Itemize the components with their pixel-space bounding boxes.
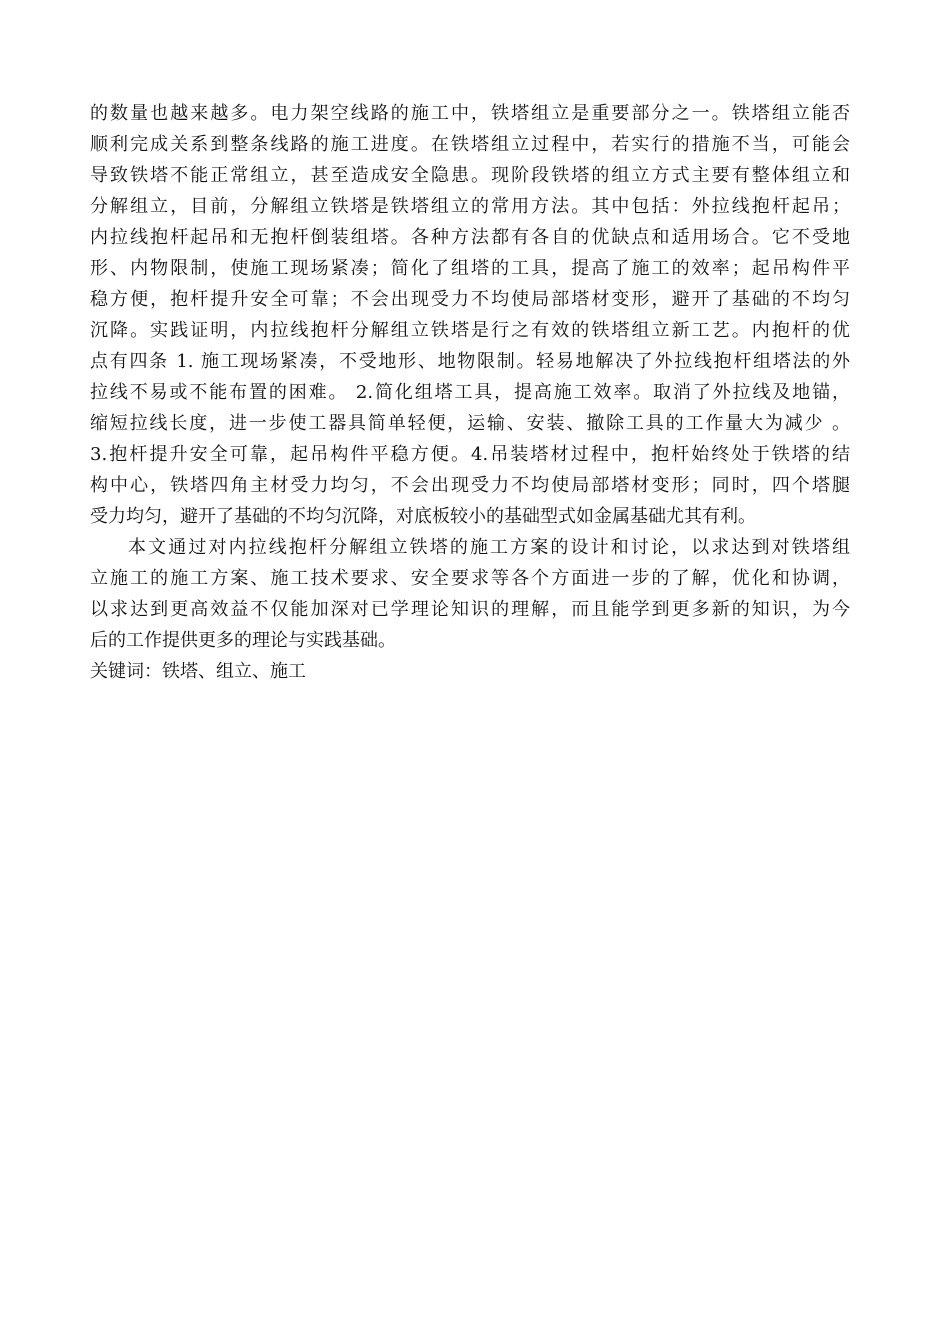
text-line: 以求达到更高效益不仅能加深对已学理论知识的理解，而且能学到更多新的知识，为今 [90,599,850,620]
text-line: 沉降。实践证明，内拉线抱杆分解组立铁塔是行之有效的铁塔组立新工艺。内抱杆的优 [90,320,850,341]
paragraph-2 [90,532,850,656]
text-line: 本文通过对内拉线抱杆分解组立铁塔的施工方案的设计和讨论，以求达到对铁塔组 [128,537,850,558]
keywords-line: 关键词：铁塔、组立、施工 [90,661,306,682]
text-line: 形、内物限制，使施工现场紧凑；简化了组塔的工具，提高了施工的效率；起吊构件平 [90,258,850,279]
text-line: 缩短拉线长度，进一步使工器具简单轻便，运输、安装、撤除工具的工作量大为减少 。 [90,413,850,434]
text-line: 构中心，铁塔四角主材受力均匀，不会出现受力不均使局部塔材变形；同时，四个塔腿 [90,475,850,496]
text-line: 导致铁塔不能正常组立，甚至造成安全隐患。现阶段铁塔的组立方式主要有整体组立和 [90,165,850,186]
body-text [90,98,850,687]
text-line: 3.抱杆提升安全可靠，起吊构件平稳方便。4.吊装塔材过程中，抱杆始终处于铁塔的结 [90,444,850,465]
text-line: 点有四条 1. 施工现场紧凑，不受地形、地物限制。轻易地解决了外拉线抱杆组塔法的外 [90,351,850,372]
text-line: 立施工的施工方案、施工技术要求、安全要求等各个方面进一步的了解，优化和协调， [90,568,850,589]
text-line: 的数量也越来越多。电力架空线路的施工中，铁塔组立是重要部分之一。铁塔组立能否 [90,103,850,124]
paragraph-1 [90,98,850,532]
text-line: 内拉线抱杆起吊和无抱杆倒装组塔。各种方法都有各自的优缺点和适用场合。它不受地 [90,227,850,248]
text-line: 受力均匀，避开了基础的不均匀沉降，对底板较小的基础型式如金属基础尤其有利。 [90,506,756,527]
text-line: 顺利完成关系到整条线路的施工进度。在铁塔组立过程中，若实行的措施不当，可能会 [90,134,850,155]
text-line: 稳方便，抱杆提升安全可靠；不会出现受力不均使局部塔材变形，避开了基础的不均匀 [90,289,850,310]
text-line: 分解组立，目前，分解组立铁塔是铁塔组立的常用方法。其中包括：外拉线抱杆起吊； [90,196,850,217]
text-line: 后的工作提供更多的理论与实践基础。 [90,630,396,651]
text-line: 拉线不易或不能布置的困难。 2.简化组塔工具，提高施工效率。取消了外拉线及地锚， [90,382,850,403]
